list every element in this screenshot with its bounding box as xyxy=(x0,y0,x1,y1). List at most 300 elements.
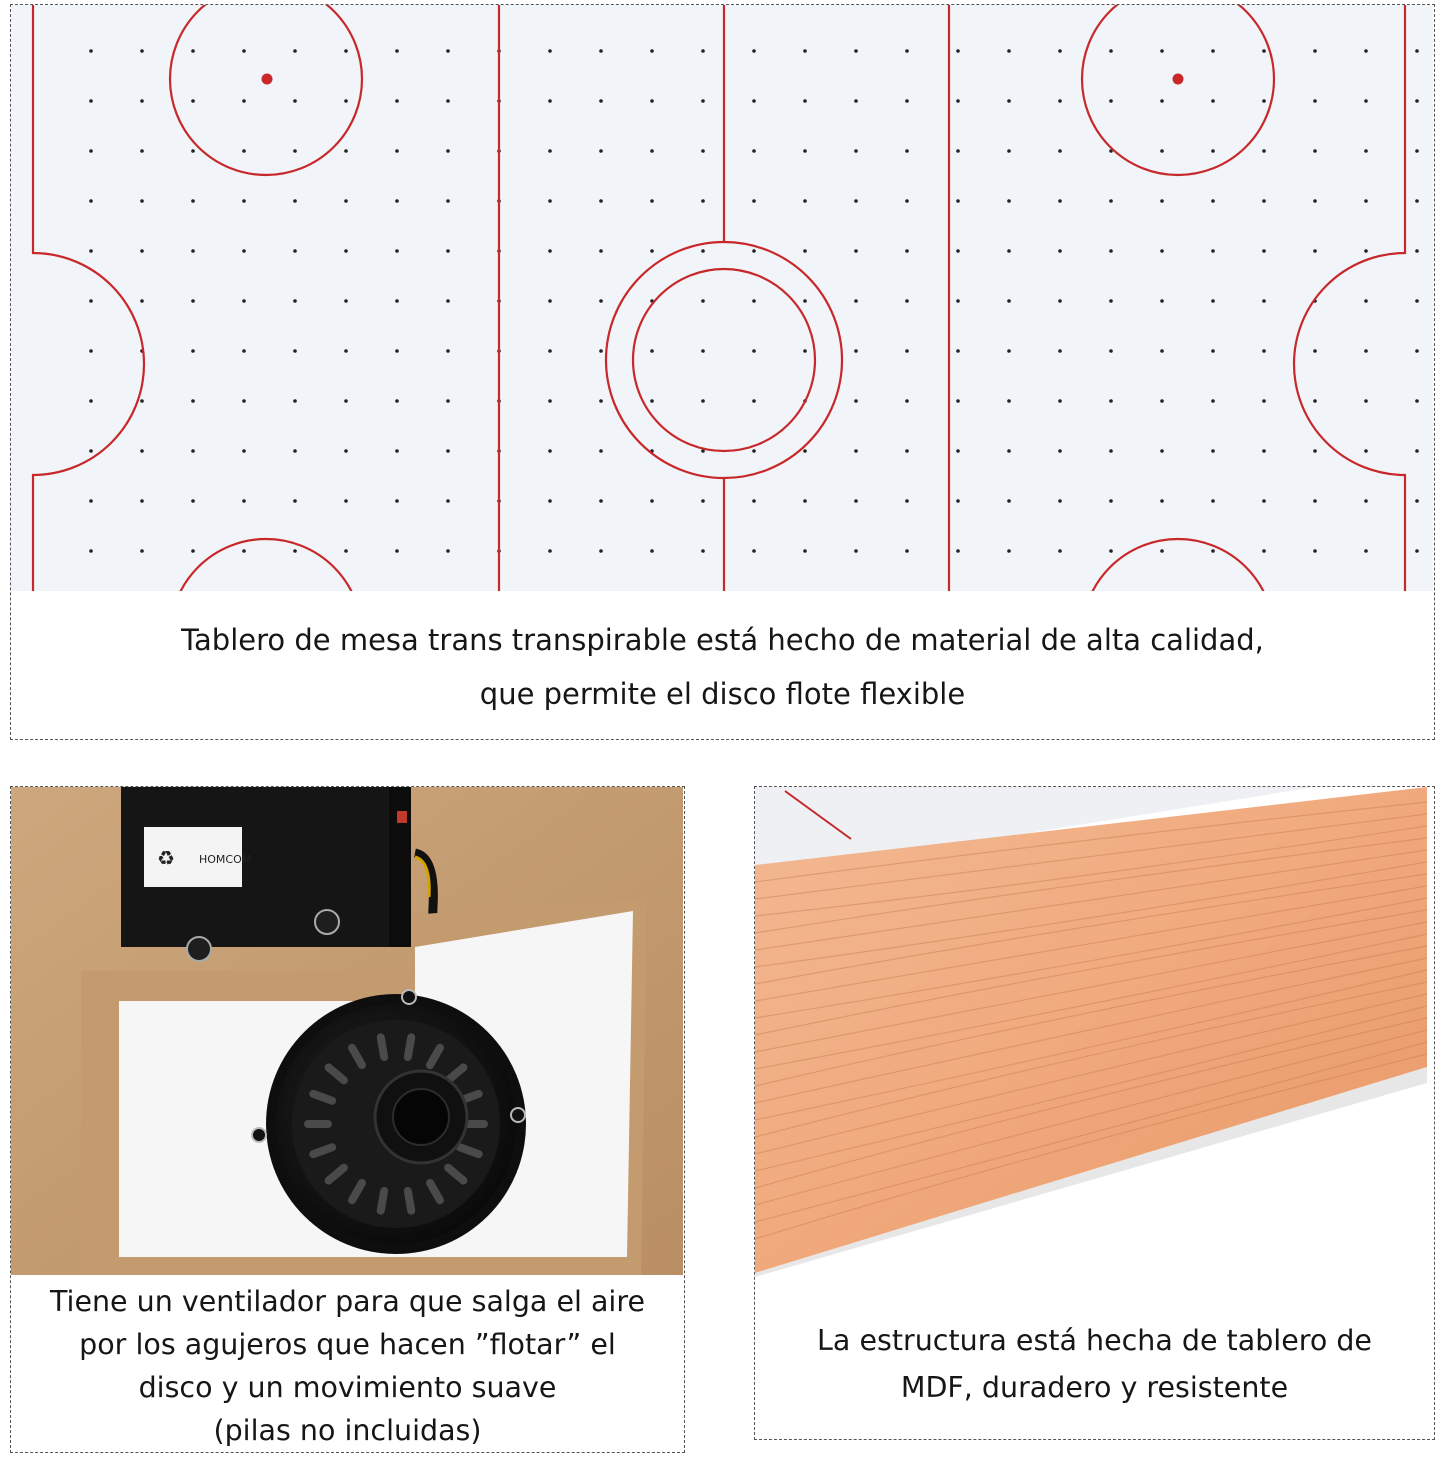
air-hole xyxy=(293,199,297,203)
air-hole xyxy=(1109,299,1113,303)
air-hole xyxy=(1109,99,1113,103)
air-hole xyxy=(140,49,144,53)
air-hole xyxy=(803,299,807,303)
air-hole xyxy=(344,99,348,103)
air-hole xyxy=(956,449,960,453)
air-hole xyxy=(548,349,552,353)
fan-caption-line-2: por los agujeros que hacen ”flotar” el xyxy=(79,1328,616,1361)
air-hole xyxy=(1211,449,1215,453)
air-hole xyxy=(701,499,705,503)
air-hole xyxy=(242,49,246,53)
air-hole xyxy=(803,449,807,453)
air-hole xyxy=(1058,99,1062,103)
air-hole xyxy=(1160,49,1164,53)
air-hole xyxy=(854,99,858,103)
air-hole xyxy=(1262,199,1266,203)
air-hole xyxy=(701,399,705,403)
air-hole xyxy=(293,549,297,553)
air-hole xyxy=(1058,149,1062,153)
air-hole xyxy=(140,199,144,203)
air-hole xyxy=(1211,549,1215,553)
air-hole xyxy=(1415,249,1419,253)
air-hole xyxy=(1109,199,1113,203)
air-hole xyxy=(752,299,756,303)
air-hole xyxy=(395,99,399,103)
air-hole xyxy=(752,249,756,253)
air-hole xyxy=(1109,49,1113,53)
air-hole xyxy=(89,299,93,303)
screw-icon xyxy=(315,910,339,934)
air-hole xyxy=(293,399,297,403)
air-hole xyxy=(905,349,909,353)
frame-caption-line-1: La estructura está hecha de tablero de xyxy=(817,1324,1372,1357)
air-hole xyxy=(956,399,960,403)
air-hole xyxy=(1007,149,1011,153)
air-hole xyxy=(752,349,756,353)
air-hole xyxy=(1109,399,1113,403)
air-hole xyxy=(140,99,144,103)
air-hole xyxy=(1364,199,1368,203)
air-hole xyxy=(1058,49,1062,53)
air-hole xyxy=(344,299,348,303)
air-hole xyxy=(1160,99,1164,103)
air-hole xyxy=(1007,549,1011,553)
air-hole xyxy=(293,249,297,253)
air-hole xyxy=(140,149,144,153)
air-hole xyxy=(956,99,960,103)
air-hole xyxy=(1415,49,1419,53)
air-hole xyxy=(854,449,858,453)
air-hole xyxy=(1160,299,1164,303)
air-hole xyxy=(1364,399,1368,403)
air-hole xyxy=(1160,549,1164,553)
air-hole xyxy=(395,399,399,403)
air-hole xyxy=(905,149,909,153)
air-hole xyxy=(395,249,399,253)
air-hole xyxy=(1211,399,1215,403)
top-caption-line-1: Tablero de mesa trans transpirable está hecho de material de alta calidad, xyxy=(181,623,1264,657)
fan-photo xyxy=(11,787,683,1275)
air-hole xyxy=(395,199,399,203)
air-hole xyxy=(1262,349,1266,353)
fan-slot xyxy=(304,1120,332,1128)
air-hole xyxy=(89,199,93,203)
air-hole xyxy=(650,399,654,403)
air-hole xyxy=(1364,99,1368,103)
air-hole xyxy=(1313,99,1317,103)
air-hole xyxy=(89,149,93,153)
air-hole xyxy=(854,549,858,553)
air-hole xyxy=(1262,149,1266,153)
air-hole xyxy=(1007,299,1011,303)
air-hole xyxy=(905,449,909,453)
air-hole xyxy=(752,199,756,203)
air-hole xyxy=(599,149,603,153)
air-hole xyxy=(140,299,144,303)
air-hole xyxy=(1415,499,1419,503)
fan-feature-panel xyxy=(10,786,685,1453)
air-hole xyxy=(1160,399,1164,403)
air-hole xyxy=(293,299,297,303)
air-hole xyxy=(956,249,960,253)
air-hole xyxy=(650,249,654,253)
air-hole xyxy=(1007,349,1011,353)
air-hole xyxy=(956,549,960,553)
air-hole xyxy=(191,249,195,253)
air-hole xyxy=(344,49,348,53)
air-hole xyxy=(599,249,603,253)
air-hole xyxy=(242,299,246,303)
air-hole xyxy=(905,199,909,203)
air-hole xyxy=(548,399,552,403)
air-hole xyxy=(1364,299,1368,303)
air-hole xyxy=(1109,449,1113,453)
air-hole xyxy=(446,399,450,403)
air-hole xyxy=(650,49,654,53)
air-hole xyxy=(1007,249,1011,253)
air-hole xyxy=(344,199,348,203)
air-hole xyxy=(1109,249,1113,253)
air-hole xyxy=(1415,399,1419,403)
air-hole xyxy=(1364,549,1368,553)
air-hole xyxy=(140,449,144,453)
air-hole xyxy=(1262,249,1266,253)
air-hole xyxy=(1007,49,1011,53)
air-hole xyxy=(1313,249,1317,253)
wood-frame-photo xyxy=(755,787,1433,1277)
air-hole xyxy=(956,499,960,503)
air-hole xyxy=(1364,349,1368,353)
air-hole xyxy=(242,449,246,453)
air-hole xyxy=(1007,449,1011,453)
air-hole xyxy=(599,349,603,353)
air-hole xyxy=(803,349,807,353)
air-hole xyxy=(752,99,756,103)
fan-caption xyxy=(11,1280,684,1452)
air-hole xyxy=(1262,499,1266,503)
air-hole xyxy=(89,499,93,503)
right-faceoff-dot xyxy=(1173,74,1184,85)
air-hole xyxy=(140,549,144,553)
air-hole xyxy=(1160,249,1164,253)
air-hole xyxy=(1058,449,1062,453)
air-hole xyxy=(242,199,246,203)
air-hole xyxy=(446,349,450,353)
air-hole xyxy=(956,149,960,153)
air-hole xyxy=(599,549,603,553)
air-hole xyxy=(752,149,756,153)
air-hole xyxy=(701,249,705,253)
air-hole xyxy=(191,549,195,553)
air-hole xyxy=(548,49,552,53)
air-hole xyxy=(701,549,705,553)
air-hole xyxy=(548,199,552,203)
air-hole xyxy=(956,349,960,353)
frame-feature-panel xyxy=(754,786,1435,1440)
air-hole xyxy=(1109,349,1113,353)
top-caption-line-2: que permite el disco flote flexible xyxy=(479,677,966,711)
air-hole xyxy=(1415,199,1419,203)
air-hole xyxy=(650,349,654,353)
air-hole xyxy=(293,149,297,153)
air-hole xyxy=(89,49,93,53)
air-hole xyxy=(242,549,246,553)
air-hockey-rink-image xyxy=(11,5,1433,591)
air-hole xyxy=(1415,149,1419,153)
air-hole xyxy=(344,249,348,253)
air-hole xyxy=(752,399,756,403)
air-hole xyxy=(1058,299,1062,303)
air-hole xyxy=(1160,199,1164,203)
top-feature-panel xyxy=(10,4,1435,740)
air-hole xyxy=(1109,499,1113,503)
air-hole xyxy=(650,149,654,153)
air-hole xyxy=(191,399,195,403)
air-hole xyxy=(599,449,603,453)
air-hole xyxy=(854,349,858,353)
air-hole xyxy=(344,149,348,153)
air-hole xyxy=(293,99,297,103)
air-hole xyxy=(191,449,195,453)
left-faceoff-dot xyxy=(262,74,273,85)
air-hole xyxy=(599,199,603,203)
air-hole xyxy=(956,199,960,203)
air-hole xyxy=(1313,499,1317,503)
air-hole xyxy=(854,249,858,253)
air-hole xyxy=(395,549,399,553)
air-hole xyxy=(1058,199,1062,203)
air-hole xyxy=(803,99,807,103)
frame-caption xyxy=(755,1317,1434,1411)
air-hole xyxy=(1160,499,1164,503)
air-hole xyxy=(548,299,552,303)
air-hole xyxy=(1313,449,1317,453)
air-hole xyxy=(1109,549,1113,553)
bin-icon: ♻ xyxy=(157,846,175,870)
air-hole xyxy=(242,99,246,103)
air-hole xyxy=(854,49,858,53)
air-hole xyxy=(191,149,195,153)
air-hole xyxy=(599,399,603,403)
air-hole xyxy=(752,49,756,53)
air-hole xyxy=(1211,349,1215,353)
air-hole xyxy=(854,199,858,203)
air-hole xyxy=(1262,449,1266,453)
air-hole xyxy=(905,549,909,553)
air-hole xyxy=(446,149,450,153)
brand-label: HOMCOM xyxy=(199,853,252,866)
air-hole xyxy=(854,299,858,303)
air-hole xyxy=(89,449,93,453)
air-hole xyxy=(1364,449,1368,453)
air-hole xyxy=(701,149,705,153)
air-hole xyxy=(446,49,450,53)
air-hole xyxy=(599,499,603,503)
air-hole xyxy=(1211,249,1215,253)
air-hole xyxy=(1058,349,1062,353)
air-hole xyxy=(1415,299,1419,303)
air-hole xyxy=(905,99,909,103)
air-hole xyxy=(701,49,705,53)
air-hole xyxy=(1262,99,1266,103)
air-hole xyxy=(446,299,450,303)
air-hole xyxy=(1415,349,1419,353)
air-hole xyxy=(1364,499,1368,503)
air-hole xyxy=(548,149,552,153)
air-hole xyxy=(548,499,552,503)
air-hole xyxy=(599,49,603,53)
air-hole xyxy=(344,549,348,553)
air-hole xyxy=(752,549,756,553)
air-hole xyxy=(191,199,195,203)
air-hole xyxy=(905,399,909,403)
air-hole xyxy=(956,49,960,53)
fan-caption-line-1: Tiene un ventilador para que salga el aire xyxy=(50,1285,645,1318)
air-hole xyxy=(293,499,297,503)
air-hole xyxy=(446,449,450,453)
air-hole xyxy=(446,549,450,553)
air-hole xyxy=(599,99,603,103)
air-hole xyxy=(701,299,705,303)
air-hole xyxy=(548,449,552,453)
air-hole xyxy=(140,249,144,253)
air-hole xyxy=(446,249,450,253)
air-hole xyxy=(242,249,246,253)
fan-caption-line-3: disco y un movimiento suave xyxy=(138,1371,557,1404)
air-hole xyxy=(1007,199,1011,203)
air-hole xyxy=(1364,49,1368,53)
screw-icon xyxy=(187,937,211,961)
air-hole xyxy=(1313,49,1317,53)
air-hole xyxy=(344,349,348,353)
air-hole xyxy=(1313,549,1317,553)
air-hole xyxy=(1058,499,1062,503)
air-hole xyxy=(1262,299,1266,303)
air-hole xyxy=(1262,49,1266,53)
air-hole xyxy=(650,199,654,203)
air-hole xyxy=(803,499,807,503)
air-hole xyxy=(242,399,246,403)
air-hole xyxy=(650,499,654,503)
air-hole xyxy=(395,499,399,503)
air-hole xyxy=(1058,249,1062,253)
air-hole xyxy=(905,299,909,303)
air-hole xyxy=(293,349,297,353)
air-hole xyxy=(548,549,552,553)
air-hole xyxy=(803,549,807,553)
air-hole xyxy=(395,349,399,353)
air-hole xyxy=(1211,49,1215,53)
air-hole xyxy=(701,99,705,103)
air-hole xyxy=(140,399,144,403)
air-hole xyxy=(854,399,858,403)
air-hole xyxy=(395,149,399,153)
air-hole xyxy=(548,99,552,103)
air-hole xyxy=(89,399,93,403)
air-hole xyxy=(242,499,246,503)
air-hole xyxy=(803,249,807,253)
air-hole xyxy=(1262,549,1266,553)
air-hole xyxy=(395,299,399,303)
air-hole xyxy=(905,499,909,503)
air-hole xyxy=(1160,449,1164,453)
air-hole xyxy=(905,249,909,253)
air-hole xyxy=(803,199,807,203)
air-hole xyxy=(293,49,297,53)
air-hole xyxy=(446,199,450,203)
frame-caption-line-2: MDF, duradero y resistente xyxy=(900,1371,1289,1404)
air-hole xyxy=(701,349,705,353)
air-hole xyxy=(395,449,399,453)
air-hole xyxy=(1313,349,1317,353)
air-hole xyxy=(344,399,348,403)
air-hole xyxy=(1415,99,1419,103)
air-hole xyxy=(1058,549,1062,553)
air-hole xyxy=(344,449,348,453)
switch-red xyxy=(397,811,407,823)
air-hole xyxy=(89,249,93,253)
air-hole xyxy=(956,299,960,303)
air-hole xyxy=(191,49,195,53)
air-hole xyxy=(1007,499,1011,503)
air-hole xyxy=(701,199,705,203)
air-hole xyxy=(752,499,756,503)
air-hole xyxy=(1160,349,1164,353)
air-hole xyxy=(1211,99,1215,103)
air-hole xyxy=(344,499,348,503)
air-hole xyxy=(1364,249,1368,253)
air-hole xyxy=(242,349,246,353)
air-hole xyxy=(752,449,756,453)
air-hole xyxy=(1160,149,1164,153)
air-hole xyxy=(191,99,195,103)
air-hole xyxy=(1058,399,1062,403)
air-hole xyxy=(89,349,93,353)
air-hole xyxy=(191,499,195,503)
air-hole xyxy=(191,349,195,353)
air-hole xyxy=(905,49,909,53)
air-hole xyxy=(293,449,297,453)
air-hole xyxy=(803,49,807,53)
air-hole xyxy=(650,549,654,553)
air-hole xyxy=(1007,99,1011,103)
air-hole xyxy=(1211,149,1215,153)
fan-caption-line-4: (pilas no incluidas) xyxy=(213,1414,482,1447)
air-hole xyxy=(599,299,603,303)
air-hole xyxy=(89,99,93,103)
air-hole xyxy=(191,299,195,303)
air-hole xyxy=(1007,399,1011,403)
air-hole xyxy=(89,549,93,553)
air-hole xyxy=(140,499,144,503)
air-hole xyxy=(854,499,858,503)
air-hole xyxy=(1211,199,1215,203)
air-hole xyxy=(1364,149,1368,153)
top-caption xyxy=(11,613,1434,721)
rink-surface xyxy=(11,5,1433,591)
air-hole xyxy=(446,499,450,503)
air-hole xyxy=(854,149,858,153)
air-hole xyxy=(1211,299,1215,303)
air-hole xyxy=(650,99,654,103)
air-hole xyxy=(1211,499,1215,503)
air-hole xyxy=(548,249,552,253)
air-hole xyxy=(803,149,807,153)
air-hole xyxy=(1313,399,1317,403)
air-hole xyxy=(1313,149,1317,153)
air-hole xyxy=(395,49,399,53)
air-hole xyxy=(1415,549,1419,553)
